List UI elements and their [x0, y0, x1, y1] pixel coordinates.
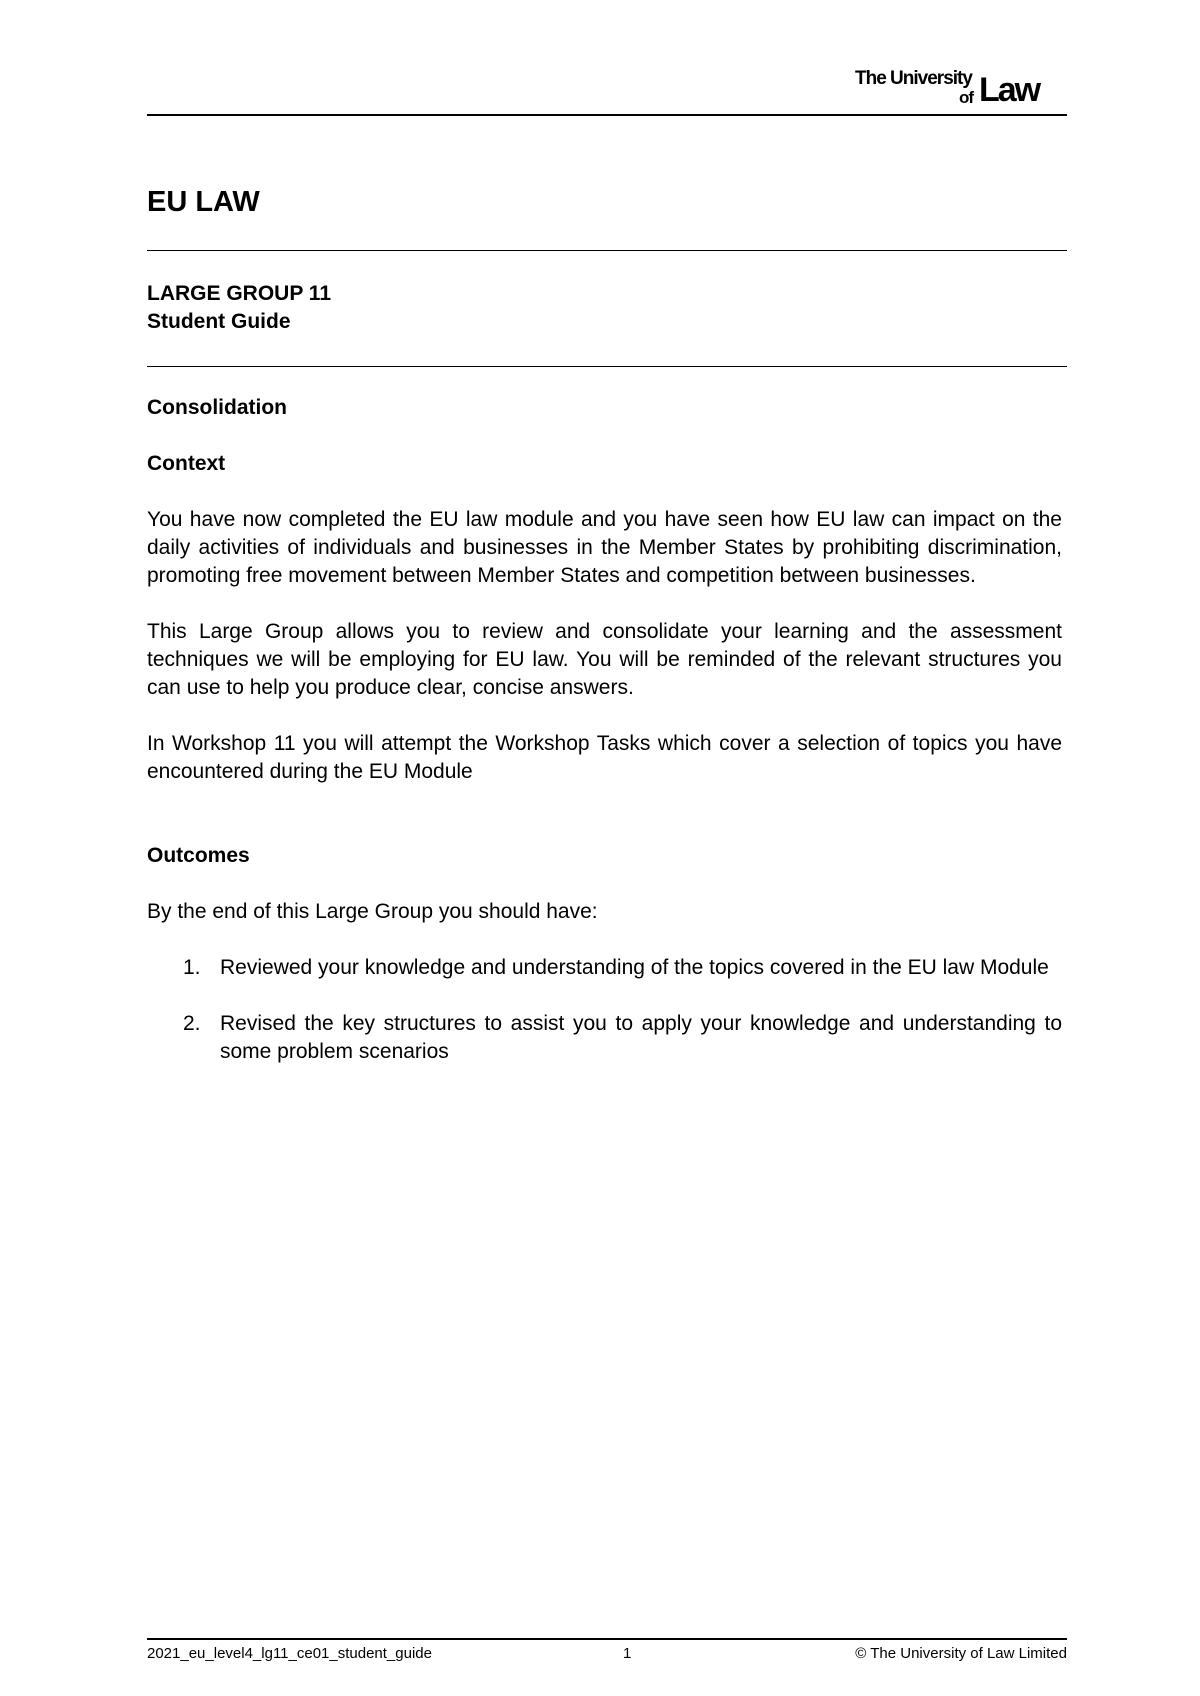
footer-document-code: 2021_eu_level4_lg11_ce01_student_guide — [147, 1645, 432, 1662]
outcome-text: Reviewed your knowledge and understanding of the topics covered in the EU law Module — [220, 956, 1049, 979]
logo-text-the-university: The University — [855, 68, 972, 89]
document-subtitle — [147, 280, 331, 336]
main-content — [147, 394, 1062, 1094]
context-paragraph-3: In Workshop 11 you will attempt the Workshop Tasks which cover a selection of topics you have encountered during the EU Module — [147, 732, 1062, 783]
footer-page-number: 1 — [623, 1645, 632, 1662]
subtitle-large-group: LARGE GROUP 11 — [147, 282, 331, 305]
outcome-item — [147, 1010, 1062, 1066]
outcome-number: 1. — [183, 956, 201, 979]
logo-text-of: of — [959, 88, 974, 107]
outcome-item — [147, 954, 1062, 982]
subtitle-divider — [147, 366, 1067, 367]
header-divider — [147, 114, 1067, 116]
context-heading: Context — [147, 452, 226, 475]
university-logo — [855, 66, 1065, 110]
document-title: EU LAW — [147, 186, 260, 218]
consolidation-heading: Consolidation — [147, 396, 287, 419]
logo-text-law: Law — [979, 71, 1040, 109]
title-divider — [147, 250, 1067, 251]
outcome-text: Revised the key structures to assist you to apply your knowledge and understanding to some problem scenarios — [220, 1012, 1062, 1063]
footer-copyright: © The University of Law Limited — [855, 1645, 1067, 1662]
outcomes-intro: By the end of this Large Group you should have: — [147, 900, 598, 923]
context-paragraph-1: You have now completed the EU law module and you have seen how EU law can impact on the daily activities of individuals and businesses in the Member States by prohibiting discrimination, promoting free movement between Member States and competition between businesses. — [147, 508, 1062, 587]
context-paragraph-2: This Large Group allows you to review and consolidate your learning and the assessment techniques we will be employing for EU law. You will be reminded of the relevant structures you can use to help you produce clear, concise answers. — [147, 620, 1062, 699]
outcomes-list — [147, 954, 1062, 1066]
footer-divider — [147, 1638, 1067, 1640]
outcome-number: 2. — [183, 1012, 201, 1035]
subtitle-student-guide: Student Guide — [147, 310, 291, 333]
outcomes-heading: Outcomes — [147, 844, 250, 867]
